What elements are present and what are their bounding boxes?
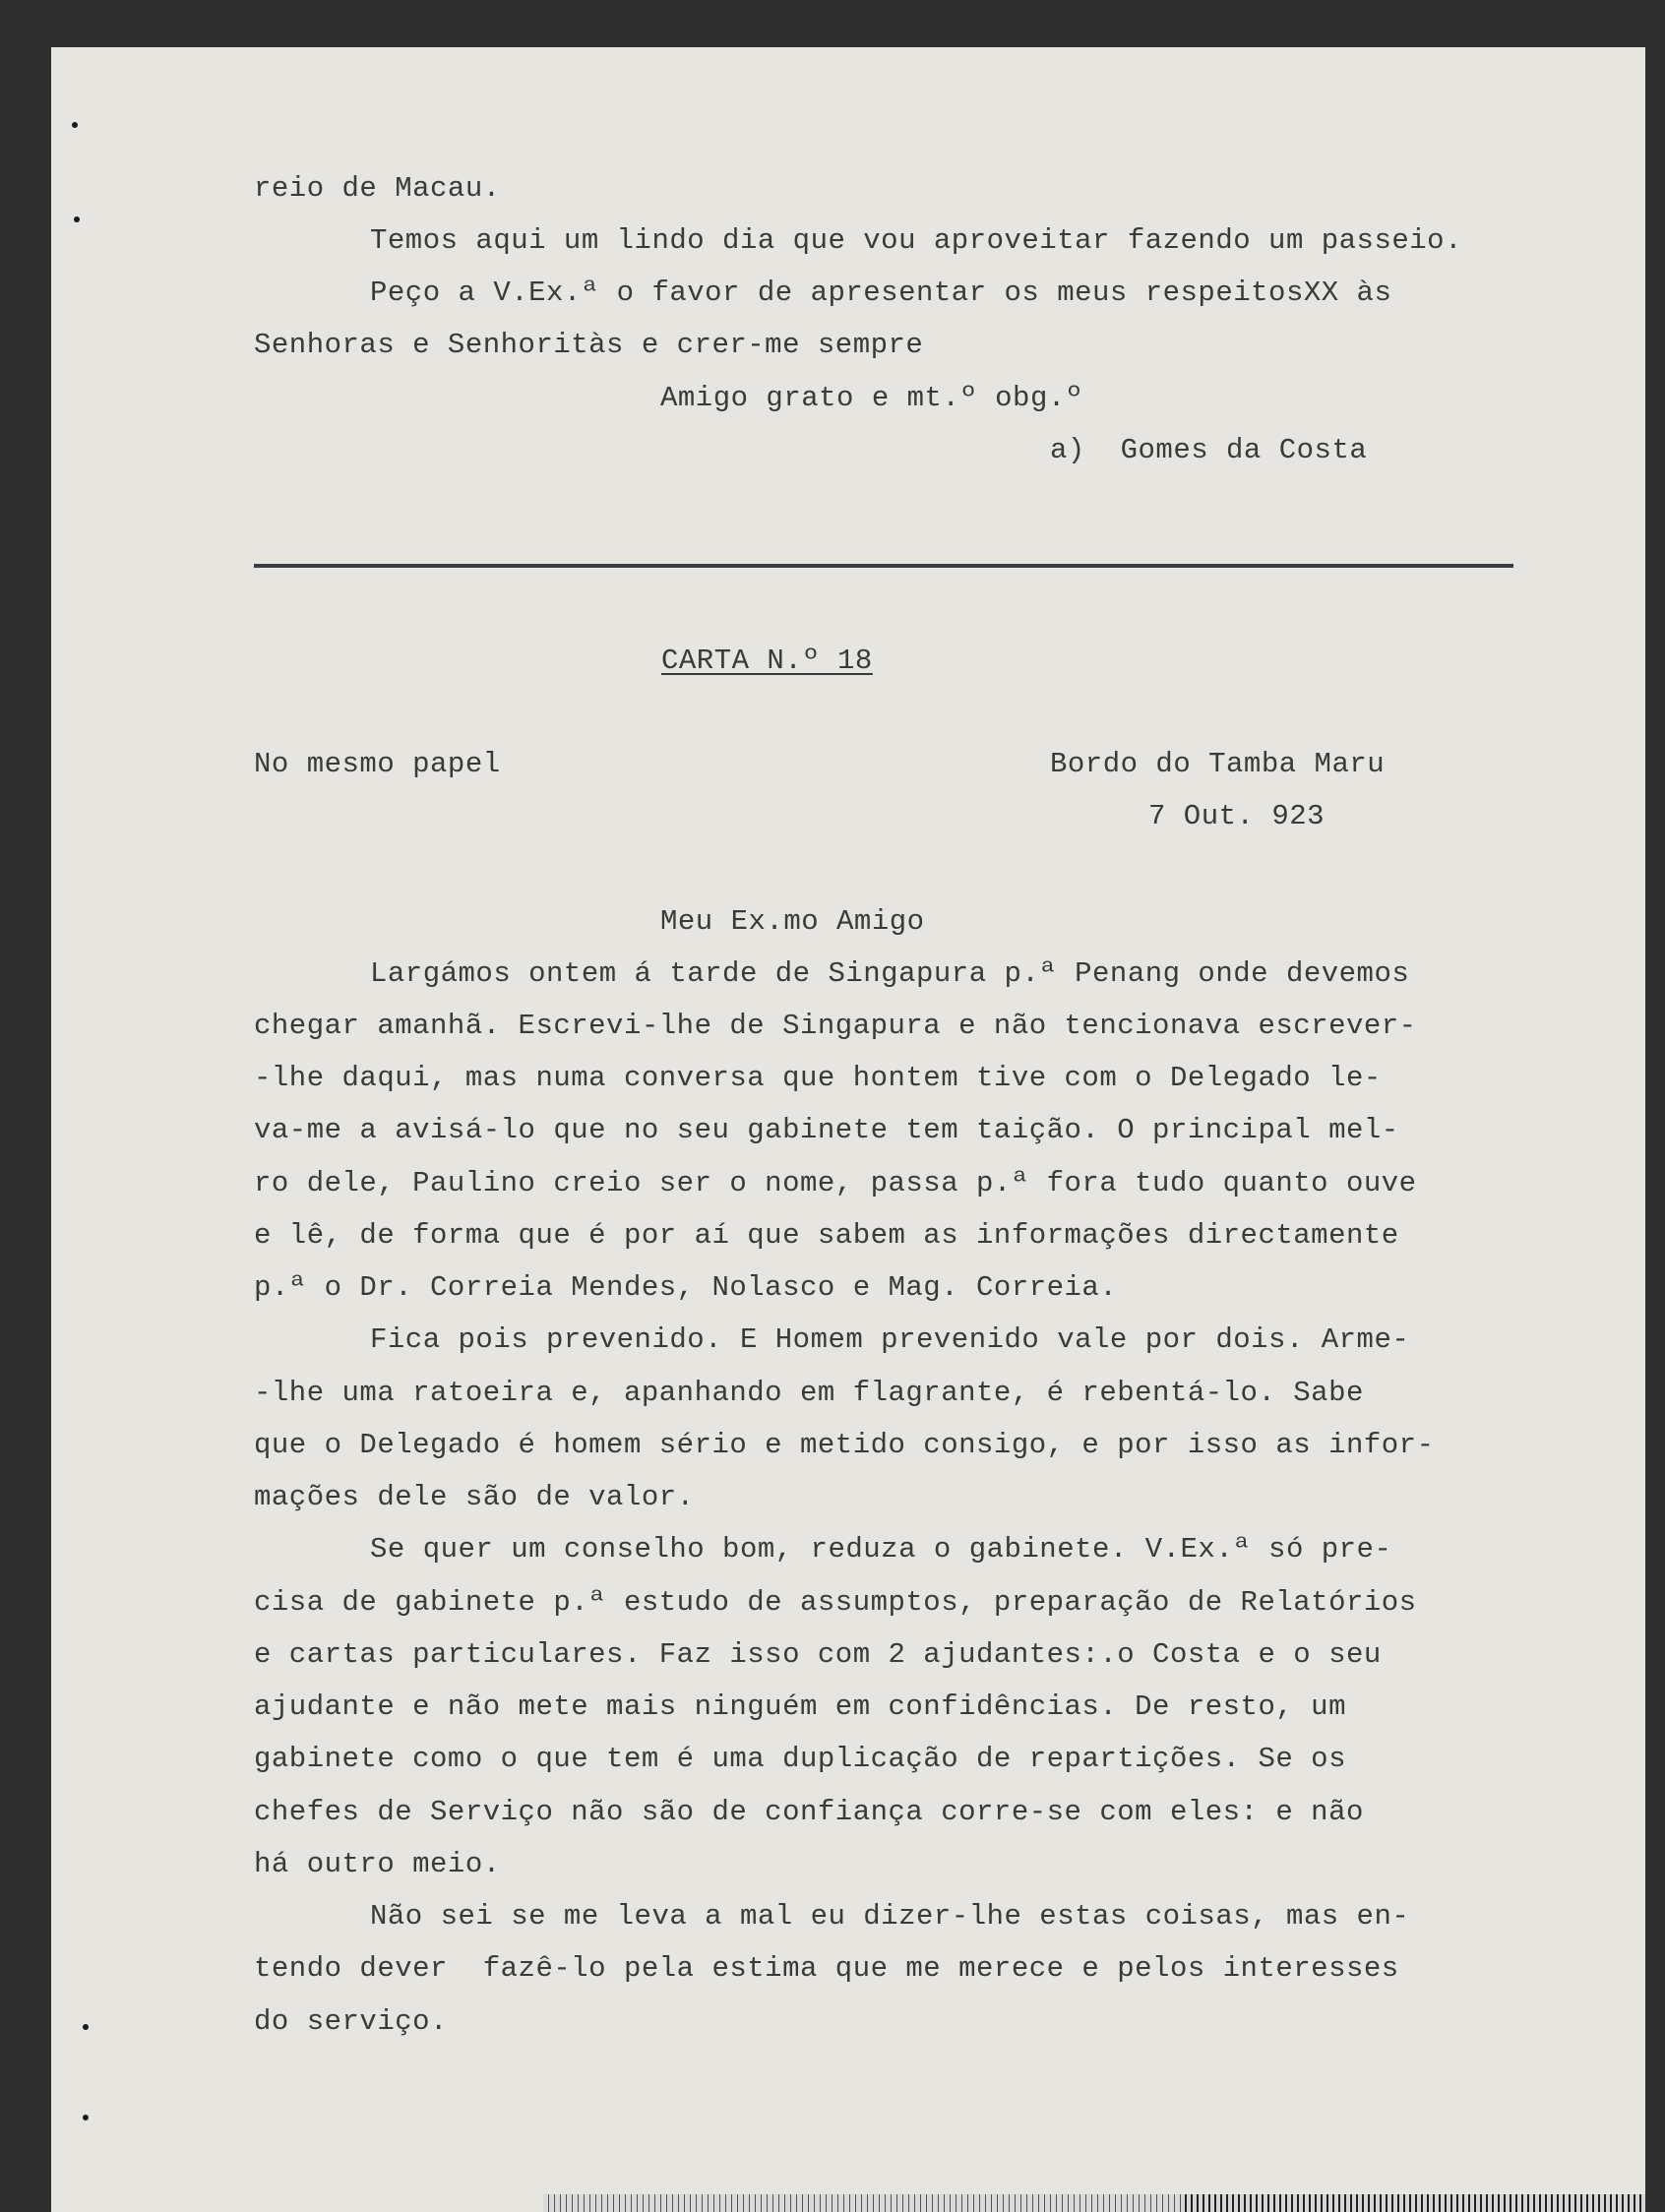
section-divider: [254, 564, 1513, 568]
text-line: tendo dever fazê-lo pela estima que me merece e pelos interesses: [254, 1952, 1399, 1985]
text-line: Peço a V.Ex.ª o favor de apresentar os meus respeitosXX às: [370, 276, 1392, 309]
note-left: No mesmo papel: [254, 748, 501, 780]
text-line: ajudante e não mete mais ninguém em confidências. De resto, um: [254, 1690, 1346, 1723]
punch-hole: [83, 2115, 89, 2120]
text-line: que o Delegado é homem sério e metido consigo, e por isso as infor-: [254, 1429, 1435, 1461]
scale-ruler-dark: [1181, 2194, 1645, 2212]
letter-place: Bordo do Tamba Maru: [1050, 748, 1386, 780]
closing-line: Amigo grato e mt.º obg.º: [660, 382, 1083, 414]
text-line: do serviço.: [254, 2005, 448, 2038]
text-line: Não sei se me leva a mal eu dizer-lhe estas coisas, mas en-: [370, 1900, 1410, 1933]
text-line: mações dele são de valor.: [254, 1481, 695, 1513]
text-line: -lhe uma ratoeira e, apanhando em flagrante, é rebentá-lo. Sabe: [254, 1377, 1364, 1409]
signature-line: a) Gomes da Costa: [1050, 434, 1368, 466]
text-line: gabinete como o que tem é uma duplicação de repartições. Se os: [254, 1743, 1346, 1775]
punch-hole: [72, 122, 78, 128]
text-line: Temos aqui um lindo dia que vou aproveitar fazendo um passeio.: [370, 224, 1462, 257]
text-line: Se quer um conselho bom, reduza o gabinete. V.Ex.ª só pre-: [370, 1533, 1392, 1566]
text-line: reio de Macau.: [254, 172, 501, 205]
text-line: chegar amanhã. Escrevi-lhe de Singapura e não tencionava escrever-: [254, 1010, 1417, 1042]
text-line: chefes de Serviço não são de confiança corre-se com eles: e não: [254, 1796, 1364, 1828]
text-line: va-me a avisá-lo que no seu gabinete tem taição. O principal mel-: [254, 1114, 1399, 1146]
text-line: -lhe daqui, mas numa conversa que hontem tive com o Delegado le-: [254, 1062, 1382, 1094]
text-line: ro dele, Paulino creio ser o nome, passa p.ª fora tudo quanto ouve: [254, 1167, 1417, 1199]
letter-heading: CARTA N.º 18: [661, 645, 873, 677]
text-line: e cartas particulares. Faz isso com 2 ajudantes:.o Costa e o seu: [254, 1638, 1382, 1671]
text-line: há outro meio.: [254, 1848, 501, 1880]
text-line: Senhoras e Senhoritàs e crer-me sempre: [254, 329, 924, 361]
letter-date: 7 Out. 923: [1148, 800, 1326, 832]
salutation: Meu Ex.mo Amigo: [660, 905, 925, 938]
text-line: Fica pois prevenido. E Homem prevenido vale por dois. Arme-: [370, 1323, 1410, 1356]
punch-hole: [83, 2024, 89, 2030]
text-line: Largámos ontem á tarde de Singapura p.ª Penang onde devemos: [370, 957, 1410, 990]
text-line: p.ª o Dr. Correia Mendes, Nolasco e Mag. Correia.: [254, 1271, 1118, 1304]
punch-hole: [74, 216, 80, 222]
text-line: e lê, de forma que é por aí que sabem as informações directamente: [254, 1219, 1399, 1252]
text-line: cisa de gabinete p.ª estudo de assumptos, preparação de Relatórios: [254, 1586, 1417, 1619]
